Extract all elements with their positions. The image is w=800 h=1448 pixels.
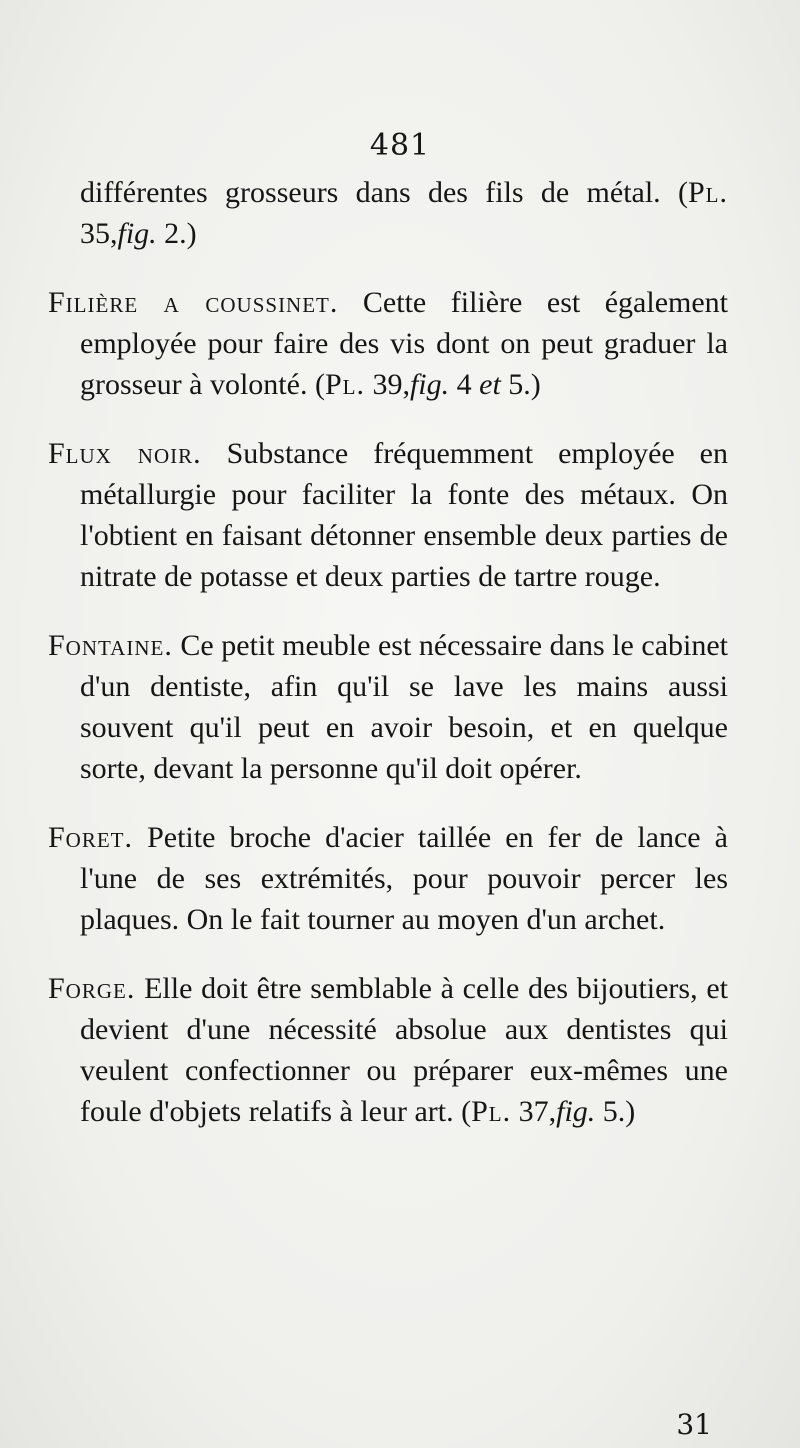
entry-text: différentes grosseurs dans des fils de métal. ( [80, 176, 688, 209]
fig-number: 2.) [156, 217, 197, 250]
entry-text: Substance fréquemment employée en métallurgie pour faciliter la fonte des métaux. On l'obtient en faisant détonner ensemble deux parties de nitrate de potasse et deux parties de tartre rouge. [80, 437, 728, 593]
fig-number: 5.) [595, 1095, 636, 1128]
entry-flux-noir [48, 433, 728, 597]
plate-number: 35, [80, 217, 118, 250]
page-text [48, 172, 728, 1160]
entry-term: Flux noir. [48, 437, 202, 470]
entry-text: Petite broche d'acier taillée en fer de lance à l'une de ses extrémités, pour pouvoir percer les plaques. On le fait tourner au moyen d'un archet. [80, 821, 728, 936]
entry-term: Foret. [48, 821, 134, 854]
plate-ref: Pl. [687, 176, 728, 209]
fig-label: fig. [409, 368, 450, 401]
plate-ref: Pl. [471, 1095, 512, 1128]
entry-term: Forge. [48, 972, 136, 1005]
entry-continuation [48, 172, 728, 254]
fig-label: fig. [117, 217, 157, 250]
entry-filiere-a-coussinet [48, 282, 728, 405]
page-number: 481 [369, 128, 431, 163]
entry-text: Cette filière est également employée pour faire des vis dont on peut graduer la grosseur à volonté. ( [80, 286, 728, 401]
entry-foret [48, 817, 728, 940]
entry-forge [48, 968, 728, 1132]
fig-label: fig. [556, 1095, 596, 1128]
plate-ref: Pl. [324, 368, 365, 401]
fig-number-2: 5.) [500, 368, 541, 401]
entry-text: Ce petit meuble est nécessaire dans le cabinet d'un dentiste, afin qu'il se lave les mains aussi souvent qu'il peut en avoir besoin, et en quelque sorte, devant la personne qu'il doit opérer. [80, 629, 728, 785]
plate-number: 39, [364, 368, 410, 401]
entry-term: Fontaine. [48, 629, 173, 662]
entry-term: Filière a coussinet. [48, 286, 339, 319]
entry-fontaine [48, 625, 728, 789]
entry-text: Elle doit être semblable à celle des bijoutiers, et devient d'une nécessité absolue aux dentistes qui veulent confectionner ou préparer eux-mêmes une foule d'objets relatifs à leur art. ( [80, 972, 728, 1128]
plate-number: 37, [511, 1095, 557, 1128]
signature-mark: 31 [676, 1408, 712, 1441]
fig-number: 4 [449, 368, 480, 401]
et-word: et [479, 368, 501, 401]
